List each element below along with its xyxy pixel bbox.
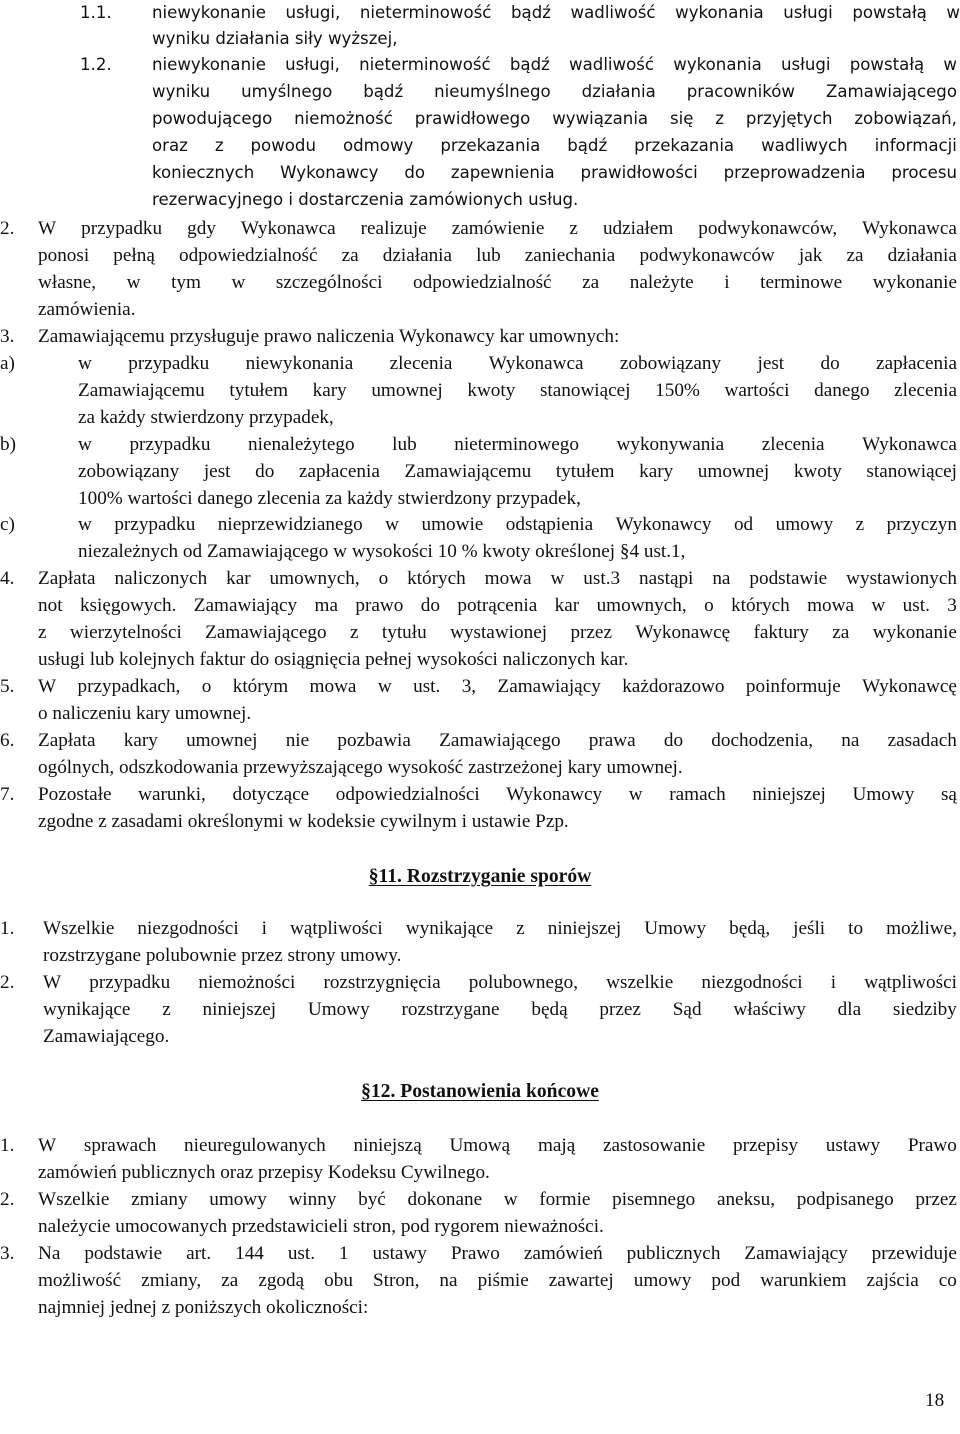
page-number: 18: [925, 1390, 945, 1411]
section-heading: §11. Rozstrzyganie sporów: [368, 866, 592, 887]
paragraph-line: W sprawach nieuregulowanych niniejszą Umową mają zastosowanie przepisy ustawy Prawo: [38, 1135, 957, 1156]
list-marker: 5.: [0, 676, 15, 697]
paragraph-line: koniecznych Wykonawcy do zapewnienia prawidłowości przeprowadzenia procesu: [152, 163, 957, 182]
paragraph-line: rezerwacyjnego i dostarczenia zamówionych usług.: [152, 190, 579, 209]
paragraph-line: możliwość zmiany, za zgodą obu Stron, na piśmie zawartej umowy pod warunkiem zajścia co: [38, 1270, 957, 1291]
paragraph-line: w przypadku niewykonania zlecenia Wykonawca zobowiązany jest do zapłacenia: [78, 353, 957, 374]
paragraph-line: W przypadkach, o którym mowa w ust. 3, Zamawiający każdorazowo poinformuje Wykonawcę: [38, 676, 957, 697]
paragraph-line: wynikające z niniejszej Umowy rozstrzygane będą przez Sąd właściwy dla siedziby: [43, 999, 957, 1020]
paragraph-line: wyniku działania siły wyższej,: [152, 29, 398, 48]
paragraph-line: W przypadku niemożności rozstrzygnięcia polubownego, wszelkie niezgodności i wątpliwości: [43, 972, 957, 993]
list-marker: 6.: [0, 730, 15, 751]
paragraph-line: Zamawiającego.: [43, 1026, 170, 1047]
paragraph-line: własne, w tym w szczególności odpowiedzialność za należyte i terminowe wykonanie: [38, 272, 957, 293]
paragraph-line: wyniku umyślnego bądź nieumyślnego działania pracowników Zamawiającego: [152, 82, 957, 101]
list-marker: a): [0, 353, 15, 374]
list-marker: b): [0, 434, 16, 455]
paragraph-line: not księgowych. Zamawiający ma prawo do potrącenia kar umownych, o których mowa w ust. 3: [38, 595, 957, 616]
paragraph-line: Zamawiającemu przysługuje prawo naliczenia Wykonawcy kar umownych:: [38, 326, 620, 347]
list-marker: 1.1.: [80, 3, 112, 22]
paragraph-line: w przypadku nieprzewidzianego w umowie odstąpienia Wykonawcy od umowy z przyczyn: [78, 514, 957, 535]
paragraph-line: zamówienia.: [38, 299, 136, 320]
paragraph-line: niezależnych od Zamawiającego w wysokości 10 % kwoty określonej §4 ust.1,: [78, 541, 686, 562]
paragraph-line: zobowiązany jest do zapłacenia Zamawiającemu tytułem kary umownej kwoty stanowiącej: [78, 461, 957, 482]
list-marker: 3.: [0, 1243, 15, 1264]
list-marker: 1.2.: [80, 55, 112, 74]
paragraph-line: niewykonanie usługi, nieterminowość bądź wadliwość wykonania usługi powstałą w: [152, 3, 960, 22]
paragraph-line: o naliczeniu kary umownej.: [38, 703, 252, 724]
list-marker: 4.: [0, 568, 15, 589]
paragraph-line: Pozostałe warunki, dotyczące odpowiedzialności Wykonawcy w ramach niniejszej Umowy są: [38, 784, 957, 805]
list-marker: 1.: [0, 918, 15, 939]
list-marker: 2.: [0, 972, 15, 993]
paragraph-line: Zapłata naliczonych kar umownych, o których mowa w ust.3 nastąpi na podstawie wystawionych: [38, 568, 957, 589]
paragraph-line: Zamawiającemu tytułem kary umownej kwoty stanowiącej 150% wartości danego zlecenia: [78, 380, 957, 401]
paragraph-line: ponosi pełną odpowiedzialność za działania lub zaniechania podwykonawców jak za działania: [38, 245, 957, 266]
paragraph-line: najmniej jednej z poniższych okoliczności:: [38, 1297, 369, 1318]
paragraph-line: Zapłata kary umownej nie pozbawia Zamawiającego prawa do dochodzenia, na zasadach: [38, 730, 957, 751]
paragraph-line: oraz z powodu odmowy przekazania bądź przekazania wadliwych informacji: [152, 136, 957, 155]
paragraph-line: zamówień publicznych oraz przepisy Kodeksu Cywilnego.: [38, 1162, 490, 1183]
paragraph-line: ogólnych, odszkodowania przewyższającego wysokość zastrzeżonej kary umownej.: [38, 757, 683, 778]
paragraph-line: W przypadku gdy Wykonawca realizuje zamówienie z udziałem podwykonawców, Wykonawca: [38, 218, 957, 239]
paragraph-line: Wszelkie zmiany umowy winny być dokonane w formie pisemnego aneksu, podpisanego przez: [38, 1189, 957, 1210]
paragraph-line: w przypadku nienależytego lub nieterminowego wykonywania zlecenia Wykonawca: [78, 434, 957, 455]
section-heading: §12. Postanowienia końcowe: [361, 1081, 599, 1102]
list-marker: c): [0, 514, 15, 535]
paragraph-line: powodującego niemożność prawidłowego wywiązania się z przyjętych zobowiązań,: [152, 109, 957, 128]
paragraph-line: niewykonanie usługi, nieterminowość bądź wadliwość wykonania usługi powstałą w: [152, 55, 957, 74]
paragraph-line: rozstrzygane polubownie przez strony umowy.: [43, 945, 402, 966]
paragraph-line: z wierzytelności Zamawiającego z tytułu wystawionej przez Wykonawcę faktury za wykonanie: [38, 622, 957, 643]
paragraph-line: należycie umocowanych przedstawicieli stron, pod rygorem nieważności.: [38, 1216, 604, 1237]
paragraph-line: Wszelkie niezgodności i wątpliwości wynikające z niniejszej Umowy będą, jeśli to możliwe,: [43, 918, 957, 939]
list-marker: 2.: [0, 218, 15, 239]
paragraph-line: Na podstawie art. 144 ust. 1 ustawy Prawo zamówień publicznych Zamawiający przewiduje: [38, 1243, 957, 1264]
paragraph-line: usługi lub kolejnych faktur do osiągnięcia pełnej wysokości naliczonych kar.: [38, 649, 629, 670]
list-marker: 1.: [0, 1135, 15, 1156]
list-marker: 2.: [0, 1189, 15, 1210]
paragraph-line: za każdy stwierdzony przypadek,: [78, 407, 334, 428]
list-marker: 3.: [0, 326, 15, 347]
paragraph-line: zgodne z zasadami określonymi w kodeksie cywilnym i ustawie Pzp.: [38, 811, 569, 832]
list-marker: 7.: [0, 784, 15, 805]
paragraph-line: 100% wartości danego zlecenia za każdy stwierdzony przypadek,: [78, 488, 581, 509]
